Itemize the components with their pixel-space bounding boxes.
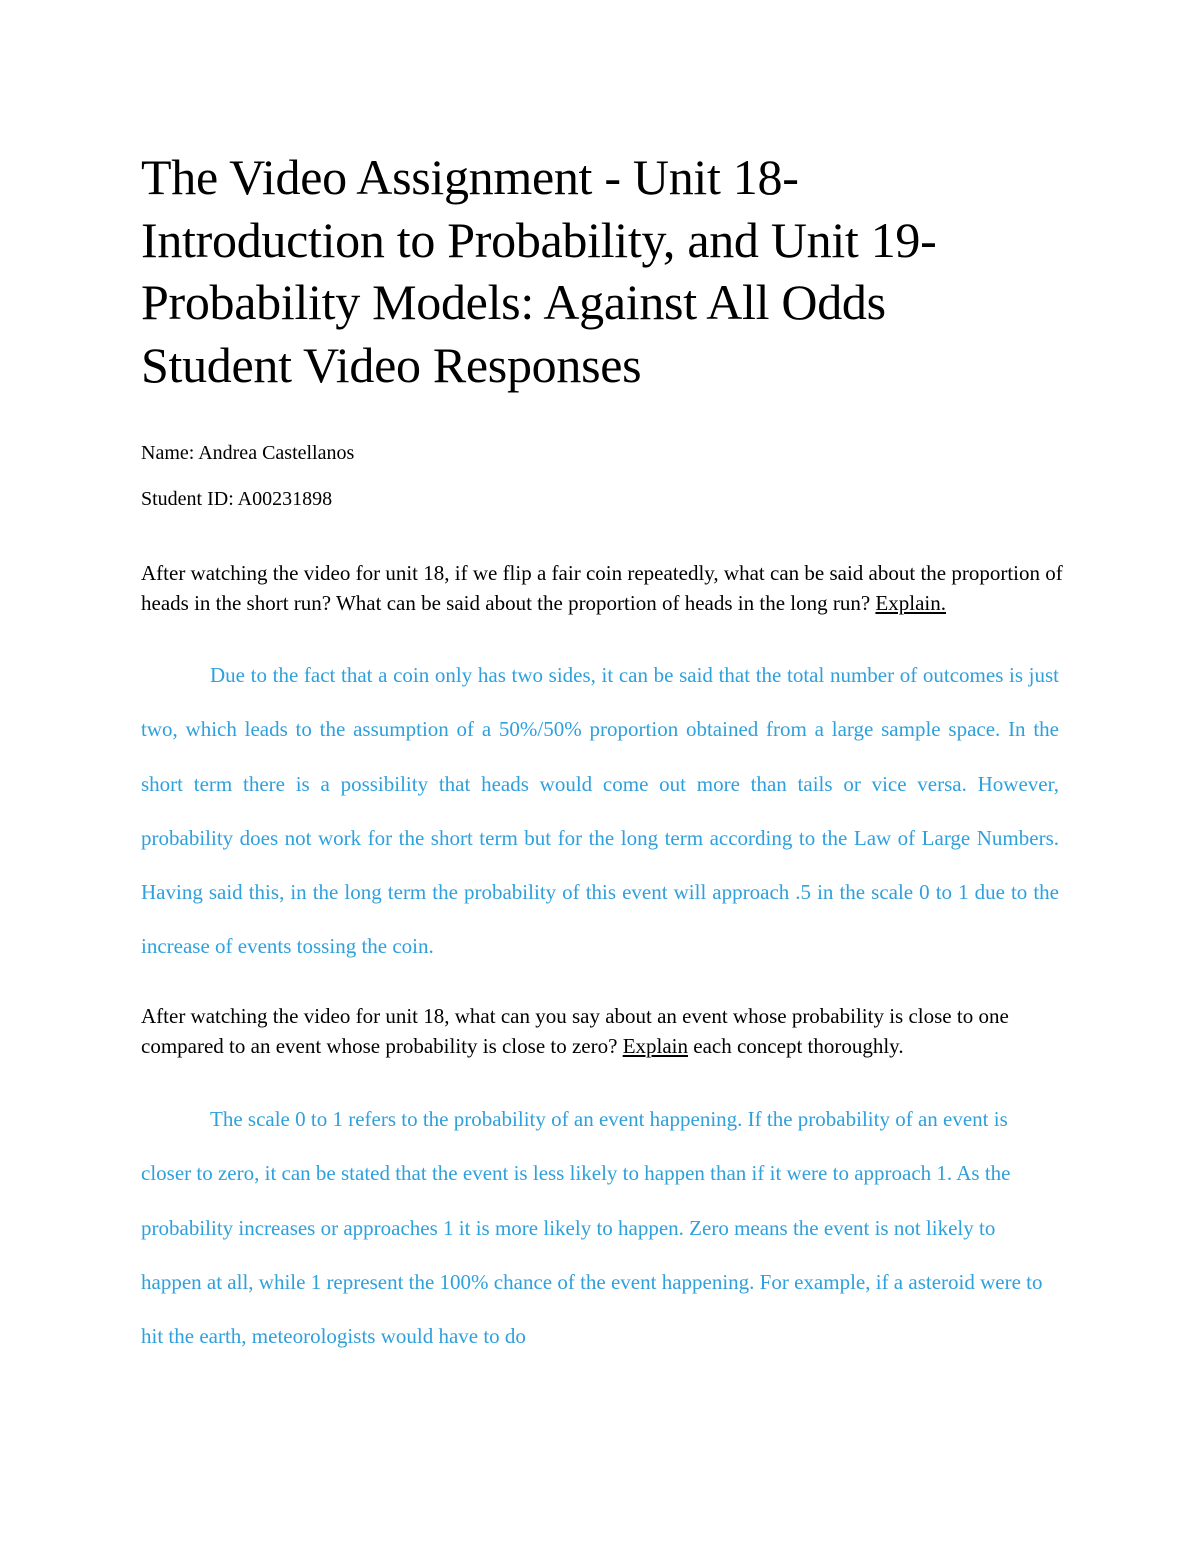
question-1-text: After watching the video for unit 18, if we flip a fair coin repeatedly, what can be said about the proportion of heads in the short run? What can be said about the proportion of heads in the long run? xyxy=(141,561,1063,615)
answer-1: Due to the fact that a coin only has two sides, it can be said that the total number of outcomes is just two, which leads to the assumption of a 50%/50% proportion obtained from a large sample space. In the short term there is a possibility that heads would come out more than tails or vice versa. However, probability does not work for the short term but for the long term according to the Law of Large Numbers. Having said this, in the long term the probability of this event will approach .5 in the scale 0 to 1 due to the increase of events tossing the coin. xyxy=(141,663,1059,959)
question-2-text: After watching the video for unit 18, what can you say about an event whose probability is close to one compared to an event whose probability is close to zero? xyxy=(141,1004,1009,1058)
question-2 xyxy=(141,1002,1071,1061)
student-name: Name: Andrea Castellanos xyxy=(141,442,355,464)
question-2-trailing: each concept thoroughly. xyxy=(693,1033,904,1058)
question-1 xyxy=(141,559,1071,618)
answer-2: The scale 0 to 1 refers to the probability of an event happening. If the probability of an event is closer to zero, it can be stated that the event is less likely to happen than if it were to approach 1. As the probability increases or approaches 1 it is more likely to happen. Zero means the event is not likely to happen at all, while 1 represent the 100% chance of the event happening. For example, if a asteroid were to hit the earth, meteorologists would have to do xyxy=(141,1107,1043,1349)
document-title: The Video Assignment - Unit 18- Introduction to Probability, and Unit 19- Probability Models: Against All Odds Student Video Responses xyxy=(141,149,937,393)
question-1-explain: Explain. xyxy=(875,590,946,615)
student-id: Student ID: A00231898 xyxy=(141,488,333,510)
question-2-explain: Explain xyxy=(622,1033,689,1058)
